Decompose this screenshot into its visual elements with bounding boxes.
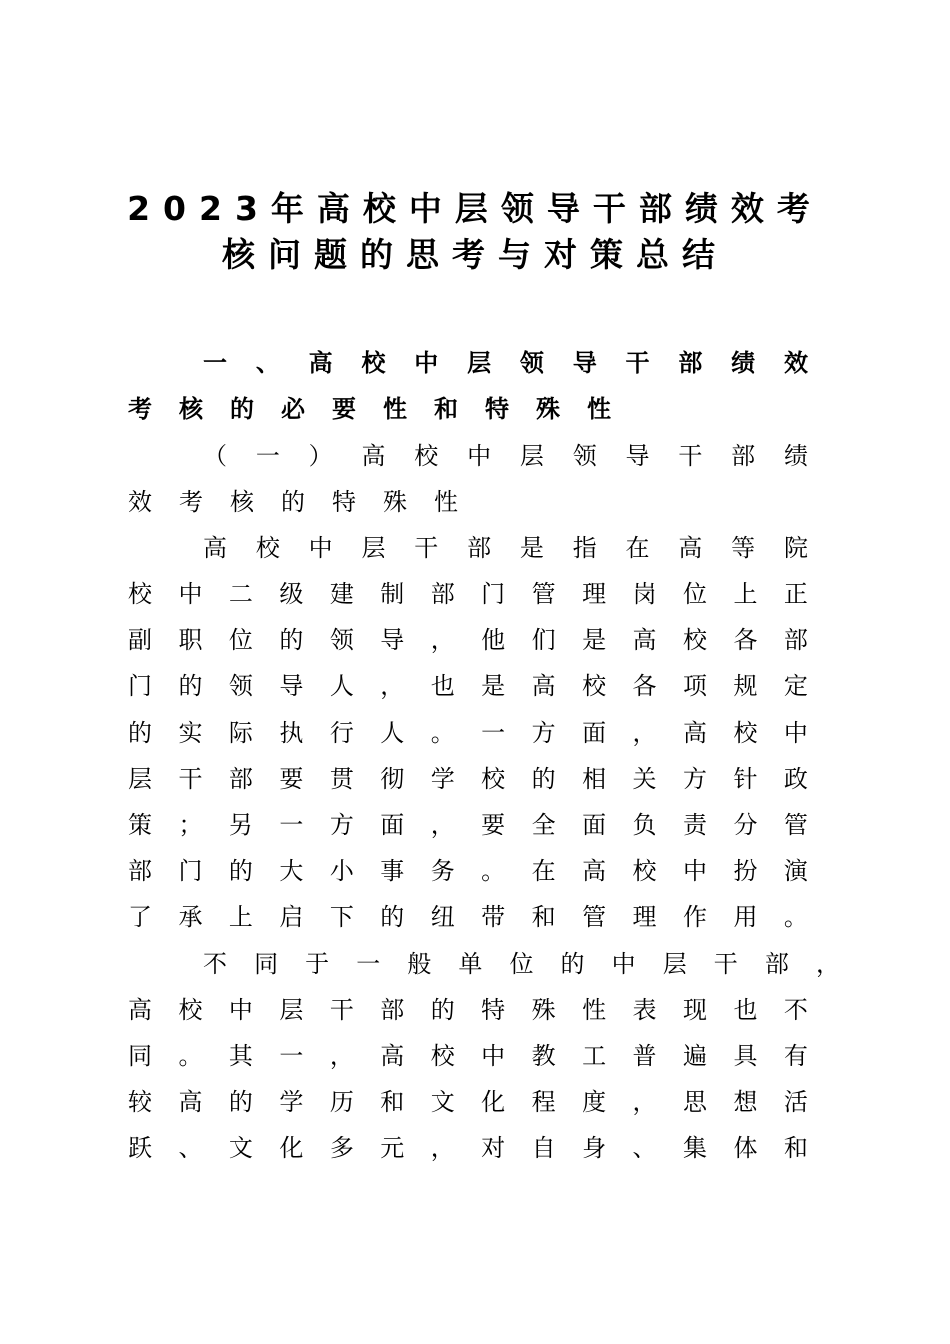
text-char: 规 <box>733 671 758 700</box>
text-char: 校 <box>682 625 707 654</box>
text-char: 遍 <box>682 1041 707 1070</box>
text-char: 领 <box>329 625 354 654</box>
text-char: 集 <box>682 1133 707 1162</box>
text-char: 是 <box>519 533 544 562</box>
text-char: 高 <box>682 718 707 747</box>
text-char: 特 <box>481 995 506 1024</box>
text-char: 层 <box>361 533 386 562</box>
paragraph-line <box>128 799 808 845</box>
text-char: 的 <box>531 764 556 793</box>
text-char: 绩 <box>731 348 756 377</box>
text-char: 门 <box>481 579 506 608</box>
text-char: 位 <box>682 579 707 608</box>
paragraph-line <box>203 522 808 568</box>
text-char: 化 <box>481 1087 506 1116</box>
subsection-heading-line-1 <box>203 430 808 476</box>
text-char: 、 <box>255 348 280 377</box>
text-char: 殊 <box>531 995 556 1024</box>
text-char: 工 <box>582 1041 607 1070</box>
text-char: 了 <box>128 902 152 931</box>
text-char: 导 <box>380 625 405 654</box>
text-char: 干 <box>414 533 439 562</box>
text-char: 关 <box>632 764 657 793</box>
text-char: 干 <box>713 949 738 978</box>
text-char: 事 <box>380 856 405 885</box>
text-char: 一 <box>356 949 381 978</box>
text-char: 高 <box>678 533 703 562</box>
text-char: 中 <box>611 949 636 978</box>
text-char: 部 <box>678 348 703 377</box>
text-char: 高 <box>582 856 607 885</box>
text-char: 项 <box>682 671 707 700</box>
text-char: 导 <box>625 441 650 470</box>
text-char: 中 <box>467 441 492 470</box>
text-char: 中 <box>481 1041 506 1070</box>
text-char: 高 <box>361 441 386 470</box>
text-char: 层 <box>128 764 152 793</box>
text-char: 的 <box>230 394 254 423</box>
text-char: 的 <box>560 949 585 978</box>
text-char: 执 <box>279 718 304 747</box>
text-char: 现 <box>682 995 707 1024</box>
text-char: 的 <box>128 718 152 747</box>
text-char: 单 <box>458 949 483 978</box>
text-char: 绩 <box>783 441 808 470</box>
text-char: 不 <box>203 949 227 978</box>
text-char: 彻 <box>380 764 405 793</box>
text-char: 大 <box>279 856 304 885</box>
text-char: 层 <box>279 995 304 1024</box>
text-char: 效 <box>783 348 808 377</box>
text-char: 考 <box>179 487 203 516</box>
text-char: 高 <box>178 1087 203 1116</box>
text-char: 校 <box>481 764 506 793</box>
text-char: 正 <box>783 579 808 608</box>
text-char: 也 <box>733 995 758 1024</box>
text-char: 表 <box>632 995 657 1024</box>
text-char: 面 <box>380 810 405 839</box>
text-char: 人 <box>380 718 405 747</box>
text-char: 身 <box>582 1133 607 1162</box>
text-char: 启 <box>279 902 304 931</box>
text-char: 二 <box>228 579 253 608</box>
text-char: 性 <box>582 995 607 1024</box>
text-char: 核 <box>230 487 254 516</box>
text-char: 要 <box>332 394 356 423</box>
text-char: 核 <box>179 394 203 423</box>
text-char: 方 <box>329 810 354 839</box>
text-char: 们 <box>531 625 556 654</box>
text-char: 校 <box>255 533 280 562</box>
text-char: 院 <box>783 533 808 562</box>
text-char: 跃 <box>128 1133 152 1162</box>
paragraph-line <box>128 614 808 660</box>
text-char: ， <box>430 625 455 654</box>
text-char: 般 <box>407 949 432 978</box>
text-char: 性 <box>587 394 611 423</box>
text-char: 。 <box>178 1041 203 1070</box>
text-char: 体 <box>733 1133 758 1162</box>
text-char: 活 <box>783 1087 808 1116</box>
text-char: 职 <box>178 625 203 654</box>
text-char: 部 <box>731 441 756 470</box>
text-char: 校 <box>582 671 607 700</box>
text-char: 方 <box>682 764 707 793</box>
text-char: 普 <box>632 1041 657 1070</box>
text-char: 岗 <box>632 579 657 608</box>
text-char: 实 <box>178 718 203 747</box>
text-char: 部 <box>430 579 455 608</box>
text-char: 下 <box>329 902 354 931</box>
text-char: 行 <box>329 718 354 747</box>
text-char: 另 <box>228 810 253 839</box>
text-char: 有 <box>783 1041 808 1070</box>
text-char: 相 <box>582 764 607 793</box>
text-char: 、 <box>632 1133 657 1162</box>
text-char: ， <box>329 1041 354 1070</box>
text-char: 校 <box>414 441 439 470</box>
text-char: 元 <box>380 1133 405 1162</box>
text-char: 负 <box>632 810 657 839</box>
text-char: 和 <box>434 394 458 423</box>
text-char: 演 <box>783 856 808 885</box>
text-char: 门 <box>128 671 152 700</box>
text-char: 历 <box>329 1087 354 1116</box>
text-char: 必 <box>281 394 305 423</box>
text-char: 效 <box>128 487 152 516</box>
text-char: 学 <box>279 1087 304 1116</box>
text-char: 政 <box>783 764 808 793</box>
text-char: 在 <box>531 856 556 885</box>
text-char: 。 <box>430 718 455 747</box>
text-char: 文 <box>228 1133 253 1162</box>
text-char: 在 <box>625 533 650 562</box>
text-char: 全 <box>531 810 556 839</box>
text-char: 思 <box>682 1087 707 1116</box>
text-char: （ <box>203 441 227 470</box>
text-char: 校 <box>178 995 203 1024</box>
text-char: 一 <box>279 810 304 839</box>
text-char: 位 <box>509 949 534 978</box>
text-char: 的 <box>430 995 455 1024</box>
text-char: 中 <box>228 995 253 1024</box>
paragraph-line <box>128 845 808 891</box>
text-char: 干 <box>178 764 203 793</box>
text-char: 校 <box>361 348 386 377</box>
text-char: 中 <box>178 579 203 608</box>
document-title-line-1: 2023年高校中层领导干部绩效考 <box>127 189 823 228</box>
text-char: 贯 <box>329 764 354 793</box>
text-char: 的 <box>228 856 253 885</box>
text-char: 和 <box>380 1087 405 1116</box>
text-char: 位 <box>228 625 253 654</box>
text-char: 干 <box>625 348 650 377</box>
text-char: 一 <box>255 441 280 470</box>
text-char: 用 <box>733 902 758 931</box>
text-char: 的 <box>281 487 305 516</box>
text-char: 高 <box>128 995 152 1024</box>
text-char: 一 <box>203 348 227 377</box>
text-char: 同 <box>128 1041 152 1070</box>
paragraph-line <box>128 753 808 799</box>
text-char: 较 <box>128 1087 152 1116</box>
text-char: ， <box>430 1133 455 1162</box>
text-char: 他 <box>481 625 506 654</box>
text-char: 程 <box>531 1087 556 1116</box>
text-char: 带 <box>481 902 506 931</box>
paragraph-line <box>203 938 840 984</box>
text-char: 部 <box>783 625 808 654</box>
text-char: 性 <box>434 487 458 516</box>
text-char: 面 <box>582 810 607 839</box>
text-char: 高 <box>531 671 556 700</box>
text-char: 建 <box>329 579 354 608</box>
text-char: 层 <box>662 949 687 978</box>
text-char: 是 <box>582 625 607 654</box>
text-char: 门 <box>178 856 203 885</box>
text-char: 同 <box>254 949 279 978</box>
text-char: ， <box>632 718 657 747</box>
text-char: 殊 <box>536 394 560 423</box>
text-char: 承 <box>178 902 203 931</box>
text-char: 管 <box>582 902 607 931</box>
text-char: 的 <box>228 1087 253 1116</box>
text-char: 性 <box>383 394 407 423</box>
text-char: ， <box>380 671 405 700</box>
text-char: 层 <box>467 348 492 377</box>
text-char: 层 <box>519 441 544 470</box>
text-char: 部 <box>380 995 405 1024</box>
text-char: 针 <box>733 764 758 793</box>
text-char: 化 <box>279 1133 304 1162</box>
text-char: 中 <box>308 533 333 562</box>
text-char: 具 <box>733 1041 758 1070</box>
text-char: 部 <box>467 533 492 562</box>
text-char: 要 <box>279 764 304 793</box>
text-char: 想 <box>733 1087 758 1116</box>
text-char: 指 <box>572 533 597 562</box>
text-char: 制 <box>380 579 405 608</box>
text-char: 多 <box>329 1133 354 1162</box>
text-char: 高 <box>308 348 333 377</box>
text-char: 校 <box>632 856 657 885</box>
text-char: 特 <box>485 394 509 423</box>
text-char: 其 <box>228 1041 253 1070</box>
text-char: 校 <box>128 579 152 608</box>
text-char: 管 <box>783 810 808 839</box>
text-char: 际 <box>228 718 253 747</box>
text-char: 高 <box>203 533 227 562</box>
text-char: 级 <box>279 579 304 608</box>
text-char: 方 <box>531 718 556 747</box>
text-char: 理 <box>632 902 657 931</box>
text-char: 部 <box>764 949 789 978</box>
paragraph-line <box>128 568 808 614</box>
text-char: 不 <box>783 995 808 1024</box>
paragraph-line <box>128 660 808 706</box>
text-char: 领 <box>572 441 597 470</box>
text-char: 扮 <box>733 856 758 885</box>
text-char: 、 <box>178 1133 203 1162</box>
text-char: 各 <box>632 671 657 700</box>
text-char: 领 <box>228 671 253 700</box>
text-char: 高 <box>632 625 657 654</box>
text-char: 务 <box>430 856 455 885</box>
text-char: ， <box>430 810 455 839</box>
text-char: 面 <box>582 718 607 747</box>
text-char: 等 <box>731 533 756 562</box>
text-char: 和 <box>783 1133 808 1162</box>
text-char: ； <box>178 810 203 839</box>
text-char: 考 <box>128 394 152 423</box>
text-char: 理 <box>582 579 607 608</box>
text-char: 策 <box>128 810 152 839</box>
text-char: 干 <box>678 441 703 470</box>
text-char: 于 <box>305 949 330 978</box>
text-char: 和 <box>531 902 556 931</box>
text-char: 要 <box>481 810 506 839</box>
text-char: 对 <box>481 1133 506 1162</box>
text-char: 定 <box>783 671 808 700</box>
text-char: 小 <box>329 856 354 885</box>
text-char: 上 <box>733 579 758 608</box>
text-char: 度 <box>582 1087 607 1116</box>
text-char: 校 <box>430 1041 455 1070</box>
section-heading-line-1 <box>203 337 808 383</box>
text-char: ， <box>815 949 840 978</box>
text-char: 中 <box>682 856 707 885</box>
text-char: 各 <box>733 625 758 654</box>
text-char: ， <box>632 1087 657 1116</box>
document-title-line-2: 核问题的思考与对策总结 <box>222 235 728 274</box>
text-char: 是 <box>481 671 506 700</box>
text-char: 高 <box>380 1041 405 1070</box>
text-char: 教 <box>531 1041 556 1070</box>
paragraph-line <box>128 707 808 753</box>
section-heading-line-2 <box>128 383 808 429</box>
text-char: 导 <box>279 671 304 700</box>
text-char: 人 <box>329 671 354 700</box>
text-char: 学 <box>430 764 455 793</box>
text-char: 的 <box>380 902 405 931</box>
paragraph-line <box>128 1122 808 1168</box>
text-char: 殊 <box>383 487 407 516</box>
text-char: 校 <box>733 718 758 747</box>
text-char: ） <box>308 441 333 470</box>
text-char: 的 <box>178 671 203 700</box>
text-char: 中 <box>783 718 808 747</box>
text-char: 上 <box>228 902 253 931</box>
text-char: 管 <box>531 579 556 608</box>
paragraph-line <box>128 891 808 937</box>
text-char: 自 <box>531 1133 556 1162</box>
text-char: 导 <box>572 348 597 377</box>
text-char: 。 <box>481 856 506 885</box>
text-char: 作 <box>682 902 707 931</box>
paragraph-line <box>128 1076 808 1122</box>
text-char: 特 <box>332 487 356 516</box>
text-char: 文 <box>430 1087 455 1116</box>
text-char: 纽 <box>430 902 455 931</box>
text-char: 副 <box>128 625 152 654</box>
text-char: 干 <box>329 995 354 1024</box>
text-char: 也 <box>430 671 455 700</box>
paragraph-line <box>128 984 808 1030</box>
text-char: 责 <box>682 810 707 839</box>
subsection-heading-line-2 <box>128 476 808 522</box>
text-char: 分 <box>733 810 758 839</box>
text-char: 的 <box>279 625 304 654</box>
text-char: 部 <box>228 764 253 793</box>
text-char: 领 <box>519 348 544 377</box>
text-char: 部 <box>128 856 152 885</box>
text-char: 。 <box>783 902 808 931</box>
text-char: 中 <box>414 348 439 377</box>
paragraph-line <box>128 1030 808 1076</box>
text-char: 一 <box>279 1041 304 1070</box>
text-char: 一 <box>481 718 506 747</box>
